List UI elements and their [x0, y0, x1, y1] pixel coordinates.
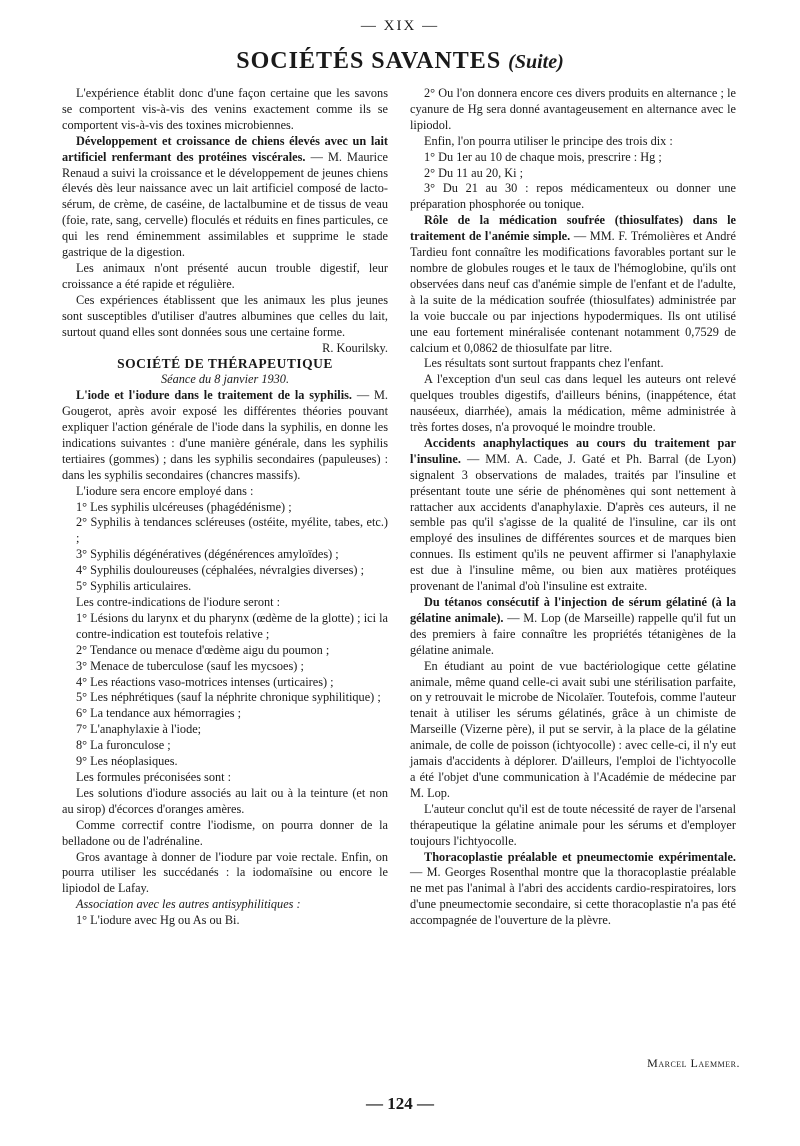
- page-title: [0, 48, 800, 75]
- article-heading: Thoracoplastie préalable et pneumectomie expérimentale.: [424, 849, 736, 864]
- paragraph: A l'exception d'un seul cas dans lequel les auteurs ont relevé quelques troubles digestifs, d'ailleurs bénins, (inappétence, état nauséeux, diarrhée), amais la médication, même administrée à très fortes doses, n'a provoqué le moindre trouble.: [410, 372, 736, 435]
- list-item: 2° Du 11 au 20, Ki ;: [424, 165, 524, 180]
- article-heading: Accidents anaphylactiques au cours du traitement par l'insuline.: [410, 435, 736, 466]
- left-column: [62, 86, 388, 929]
- paragraph: Association avec les autres antisyphilitiques :: [76, 897, 301, 912]
- list-item: 6° La tendance aux hémorragies ;: [76, 706, 242, 721]
- paragraph: En étudiant au point de vue bactériologique cette gélatine animale, même quand celle-ci avait subi une stérilisation parfaite, on y retrouvait le microbe de Nicolaïer. Toutefois, comme l'auteur tenait à utiliser les sérums gélatinés, grâce à un chimiste de Marseille (Vizerne père), il put se servir, à la place de la gélatine animale, de colle de poisson (ichtyocolle) : avec celle-ci, il n'y eut jamais d'accidents à déplorer. D'ailleurs, l'emploi de l'ichtyocolle a été l'objet d'une communication à l'Académie de médecine par M. Lop.: [410, 658, 736, 800]
- article-body: — M. Georges Rosenthal montre que la thoracoplastie préalable ne met pas l'animal à l'abri des accidents cardio-respiratoires, lors d'une pneumectomie secondaire, si cette thoracoplastie n'a pas été accompagnée de l'ouverture de la plèvre.: [410, 865, 736, 928]
- article-heading: Rôle de la médication soufrée (thiosulfates) dans le traitement de l'anémie simple.: [410, 213, 736, 244]
- article-heading: L'iode et l'iodure dans le traitement de la syphilis.: [76, 388, 352, 403]
- paragraph: L'auteur conclut qu'il est de toute nécessité de rayer de l'arsenal thérapeutique la gélatine animale pour les sérums et d'employer toujours l'ichtyocolle.: [410, 801, 736, 848]
- right-column: [410, 86, 736, 929]
- paragraph: L'expérience établit donc d'une façon certaine que les savons se comportent vis-à-vis des venins exactement comme ils se comportent vis-à-vis des toxines microbiennes.: [62, 86, 388, 132]
- list-item: 1° Du 1er au 10 de chaque mois, prescrire : Hg ;: [424, 149, 662, 164]
- paragraph: Ces expériences établissent que les animaux les plus jeunes sont susceptibles d'utiliser d'autres albumines que celles du lait, surtout quand elles sont données sous une certaine forme.: [62, 292, 388, 339]
- list-item: 1° Lésions du larynx et du pharynx (œdème de la glotte) ; ici la contre-indication est toutefois relative ;: [76, 610, 388, 641]
- paragraph: [410, 213, 736, 356]
- list-item: 4° Les réactions vaso-motrices intenses (urticaires) ;: [76, 674, 334, 689]
- paragraph: Les solutions d'iodure associés au lait ou à la teinture (et non au sirop) d'écorces d'oranges amères.: [62, 785, 388, 816]
- paragraph: [410, 436, 736, 595]
- paragraph: Les animaux n'ont présenté aucun trouble digestif, leur croissance a été rapide et régulière.: [62, 260, 388, 291]
- list-item: 7° L'anaphylaxie à l'iode;: [76, 722, 202, 737]
- paragraph: Gros avantage à donner de l'iodure par voie rectale. Enfin, on pourra utiliser les succédanés : la iodomaïsine ou encore le lipiodol de Lafay.: [62, 849, 388, 896]
- section-title: SOCIÉTÉ DE THÉRAPEUTIQUE: [117, 356, 333, 372]
- list-item: 2° Tendance ou menace d'œdème aigu du poumon ;: [76, 642, 330, 657]
- paragraph: Les résultats sont surtout frappants chez l'enfant.: [424, 356, 664, 371]
- list-item: 8° La furonculose ;: [76, 738, 171, 753]
- paragraph: Comme correctif contre l'iodisme, on pourra donner de la belladone ou de l'adrénaline.: [62, 817, 388, 848]
- session-date: Séance du 8 janvier 1930.: [160, 372, 290, 387]
- paragraph: Les formules préconisées sont :: [76, 769, 232, 784]
- list-item: 9° Les néoplasiques.: [76, 754, 178, 769]
- paragraph: [62, 388, 388, 483]
- list-item: 2° Syphilis à tendances scléreuses (ostéite, myélite, tabes, etc.) ;: [76, 515, 388, 546]
- article-heading: Du tétanos consécutif à l'injection de sérum gélatiné (à la gélatine animale).: [410, 595, 736, 625]
- paragraph: [410, 850, 736, 930]
- page-number: — 124 —: [366, 1094, 434, 1113]
- list-item: 3° Du 21 au 30 : repos médicamenteux ou donner une préparation phosphorée ou tonique.: [410, 181, 736, 212]
- article-body: — MM. A. Cade, J. Gaté et Ph. Barral (de Lyon) signalent 3 observations de malades, traités par l'insuline et présentant toute une série de phénomènes qui sont nettement à rattacher aux accidents d'anaphylaxie. D'après ces auteurs, il ne semble pas qu'il s'agisse de la qualité de l'insuline, car ils ont employé des insulines de différentes sources et de marques bien connues. Ils estiment qu'ils ne peuvent affirmer si l'anaphylaxie est due à l'insuline même, ou bien aux matières protéiques provenant de l'animal d'où l'insuline est extraite.: [410, 451, 736, 594]
- list-item: 3° Menace de tuberculose (sauf les mycsoes) ;: [76, 658, 304, 673]
- list-item: 1° Les syphilis ulcéreuses (phagédénisme) ;: [76, 499, 292, 514]
- paragraph: [410, 595, 736, 659]
- paragraph: [62, 134, 388, 261]
- signature: R. Kourilsky.: [322, 340, 388, 355]
- paragraph: 2° Ou l'on donnera encore ces divers produits en alternance ; le cyanure de Hg sera donné avantageusement en alternance avec le lipiodol.: [410, 86, 736, 132]
- article-heading: Développement et croissance de chiens élevés avec un lait artificiel renfermant des protéines viscérales.: [62, 133, 388, 164]
- bottom-signature: Marcel Laemmer.: [647, 1056, 740, 1070]
- article-body: — M. Lop (de Marseille) rappelle qu'il fut un des premiers à faire connaître les propriétés tétanigènes de la gélatine animale.: [410, 610, 736, 657]
- title-text: SOCIÉTÉS SAVANTES: [236, 48, 502, 74]
- paragraph: Les contre-indications de l'iodure seront :: [76, 595, 281, 609]
- page-roman-numeral: — XIX —: [360, 18, 440, 34]
- list-item: 5° Syphilis articulaires.: [76, 579, 192, 594]
- article-body: — M. Maurice Renaud a suivi la croissance et le développement de jeunes chiens élevés dès leur naissance avec un lait artificiel composé de lacto-sérum, de crème, de caséine, de lactalbumine et de tissus de veau (foie, rate, sang, cervelle) floculés et réduits en fines particules, ce qui les rend éminemment assimilables et supprime le stade gastrique de la digestion.: [62, 149, 388, 260]
- list-item: 3° Syphilis dégénératives (dégénérences amyloïdes) ;: [76, 547, 339, 562]
- list-item: 5° Les néphrétiques (sauf la néphrite chronique syphilitique) ;: [76, 690, 381, 705]
- list-item: 4° Syphilis douloureuses (céphalées, névralgies diverses) ;: [76, 563, 365, 578]
- title-suffix: (Suite): [508, 51, 564, 73]
- paragraph: L'iodure sera encore employé dans :: [76, 483, 254, 498]
- article-body: — MM. F. Trémolières et André Tardieu font connaître les modifications favorables portant sur le nombre de globules rouges et le taux de l'hémoglobine, qu'ils ont observées dans neuf cas d'anémie simple de l'enfant et de l'adulte, à la suite de la médication soufrée (thiosulfates) administrée par la voie buccale ou par injections hypodermiques. Ils ont utilisé une eau fortement minéralisée contenant notamment 0,7529 de calcium et 0,0862 de thiosulfate par litre.: [410, 229, 736, 355]
- article-body: — M. Gougerot, après avoir exposé les différentes théories pouvant expliquer l'action générale de l'iode dans la syphilis, en donne les indications suivantes : d'une manière générale, dans les syphilis tertiaires (gommes) ; dans les syphilis secondaires (papuleuses) : dans les syphilis secondaires (chancres massifs).: [62, 388, 388, 482]
- paragraph: 1° L'iodure avec Hg ou As ou Bi.: [76, 913, 240, 928]
- paragraph: Enfin, l'on pourra utiliser le principe des trois dix :: [424, 133, 673, 148]
